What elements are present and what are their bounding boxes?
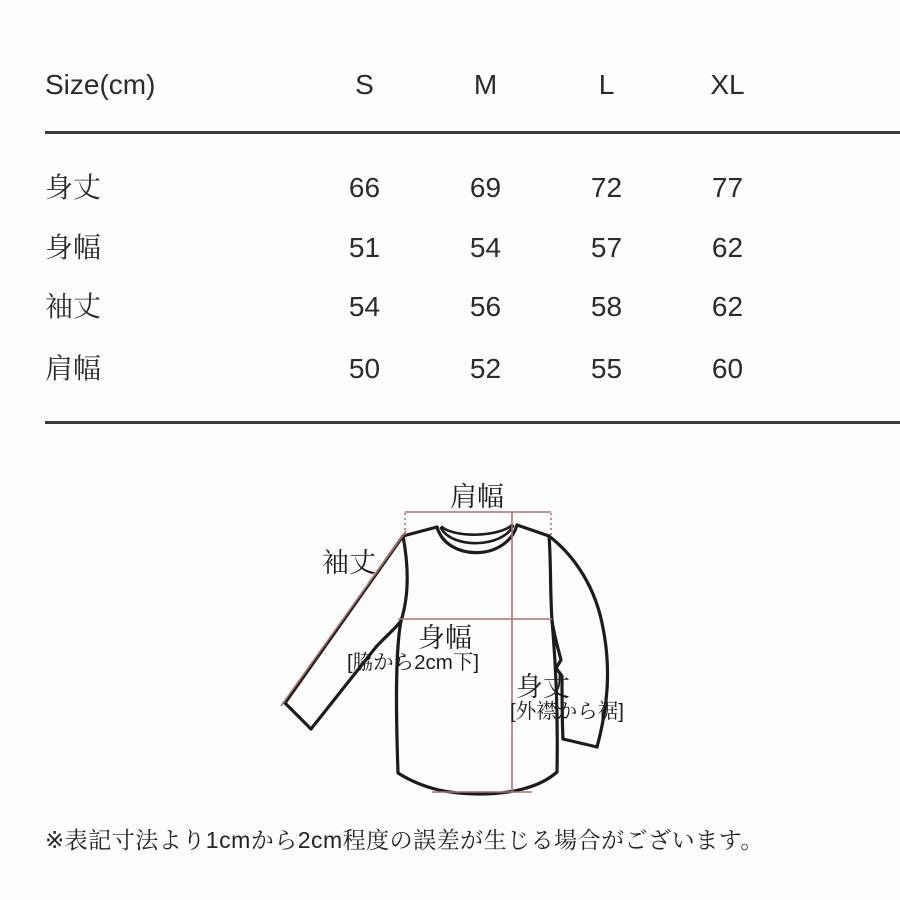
garment-diagram	[230, 455, 690, 820]
table-row-sleeve-length	[45, 290, 900, 324]
cell-value: 52	[469, 353, 502, 384]
table-row-shoulder-width	[45, 352, 900, 386]
cell-value: 62	[711, 291, 744, 322]
shirt-left-shoulder	[403, 527, 437, 536]
size-unit-label: Size(cm)	[45, 69, 156, 100]
tolerance-note: ※表記寸法より1cmから2cm程度の誤差が生じる場合がございます。	[45, 827, 764, 853]
cell-value: 69	[469, 172, 502, 203]
cell-value: 60	[711, 353, 744, 384]
row-label: 袖丈	[45, 291, 102, 322]
cell-value: 54	[348, 291, 381, 322]
cell-value: 57	[590, 232, 623, 263]
cell-value: 56	[469, 291, 502, 322]
label-body-width: 身幅	[418, 623, 472, 653]
cell-value: 51	[348, 232, 381, 263]
row-label: 身幅	[45, 232, 102, 263]
label-body-width-note: [脇から2cm下]	[346, 651, 480, 674]
column-header-xl: XL	[710, 69, 745, 100]
shirt-left-cuff	[285, 703, 311, 729]
cell-value: 58	[590, 291, 623, 322]
shirt-right-shoulder	[517, 525, 549, 536]
cell-value: 77	[711, 172, 744, 203]
cell-value: 62	[711, 232, 744, 263]
row-label: 肩幅	[45, 353, 102, 384]
label-body-length: 身丈	[516, 672, 570, 702]
label-body-length-note: [外襟から裾]	[510, 700, 624, 723]
cell-value: 54	[469, 232, 502, 263]
column-header-m: M	[473, 69, 498, 100]
cell-value: 72	[590, 172, 623, 203]
label-shoulder-width: 肩幅	[450, 482, 504, 512]
table-row-body-width	[45, 231, 900, 265]
table-top-divider	[45, 131, 900, 134]
table-row-body-length	[45, 171, 900, 205]
table-bottom-divider	[45, 421, 900, 424]
shirt-left-sleeve-bottom	[311, 621, 401, 729]
column-header-s: S	[355, 69, 374, 100]
shirt-collar-back	[442, 525, 512, 535]
table-header-row	[45, 68, 900, 102]
shirt-right-cuff	[563, 739, 597, 747]
row-label: 身丈	[45, 172, 102, 203]
cell-value: 50	[348, 353, 381, 384]
column-header-l: L	[598, 69, 615, 100]
cell-value: 55	[590, 353, 623, 384]
cell-value: 66	[348, 172, 381, 203]
label-sleeve-length: 袖丈	[322, 548, 376, 578]
